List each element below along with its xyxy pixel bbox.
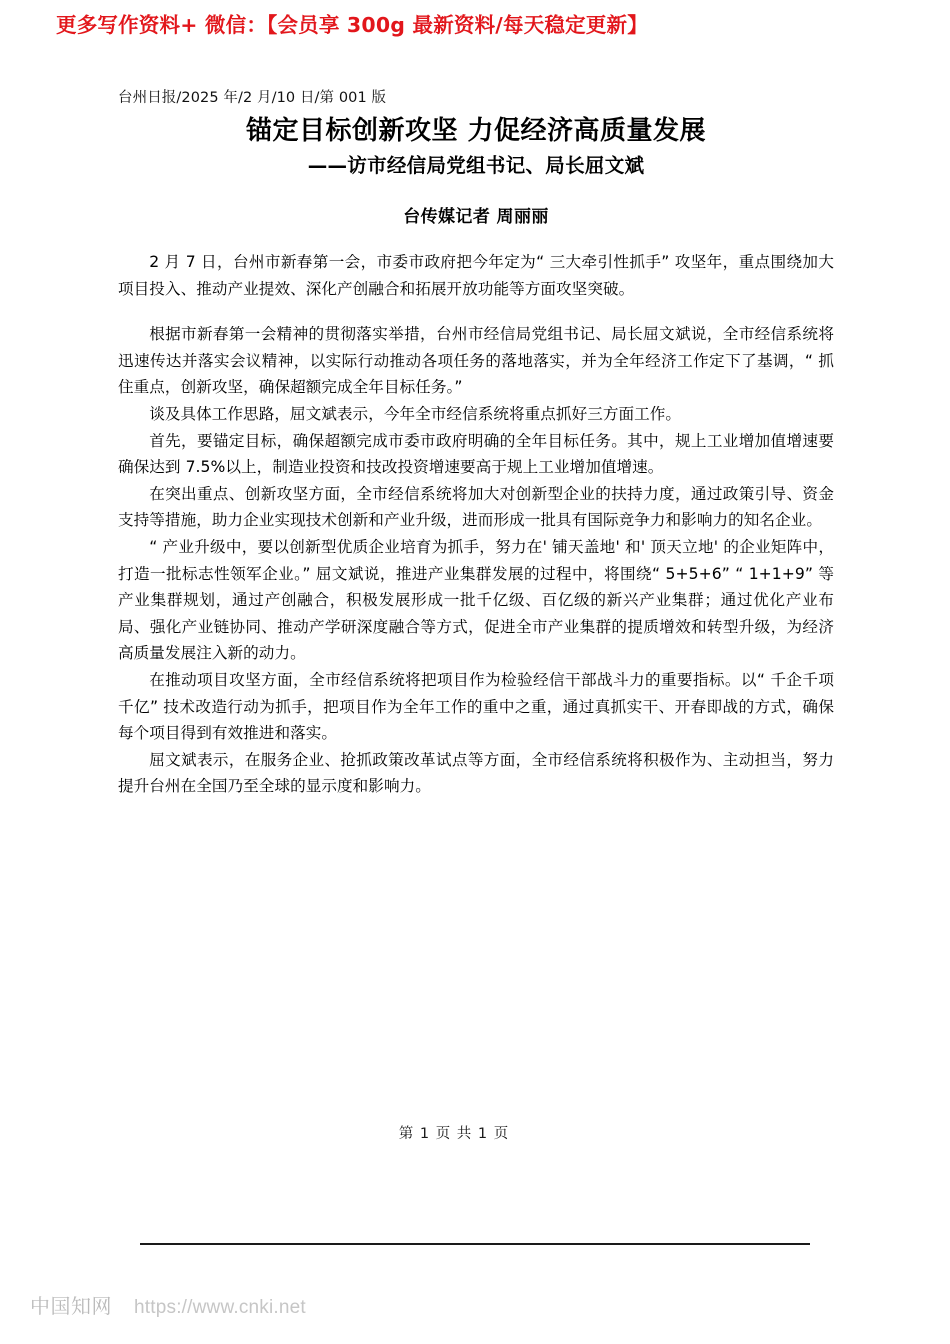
article-paragraph: 屈文斌表示，在服务企业、抢抓政策改革试点等方面，全市经信系统将积极作为、主动担当，努力提升台州在全国乃至全球的显示度和影响力。 [118,750,834,796]
page-number: 第 1 页 共 1 页 [398,1126,510,1142]
source-citation: 台州日报/2025 年/2 月/10 日/第 001 版 [118,90,387,106]
article-paragraph: “ 产业升级中，要以创新型优质企业培育为抓手，努力在' 铺天盖地' 和' 顶天立地' 的企业矩阵中，打造一批标志性领军企业。” 屈文斌说，推进产业集群发展的过程中，将围绕“ 5+5+6” “ 1+1+9” 等产业集群规划，通过产创融合，积极发展形成一批千亿级、百亿级的新兴产业集群；通过优化产业布局、强化产业链协同、推动产学研深度融合等方式，促进全市产业集群的提质增效和转型升级，为经济高质量发展注入新的动力。 [118,538,834,663]
cnki-watermark [30,1290,306,1319]
footer-divider [140,1243,810,1245]
promo-banner [0,12,950,40]
article-paragraph: 在突出重点、创新攻坚方面，全市经信系统将加大对创新型企业的扶持力度，通过政策引导、资金支持等措施，助力企业实现技术创新和产业升级，进而形成一批具有国际竞争力和影响力的知名企业。 [118,484,834,530]
article-paragraph: 谈及具体工作思路，屈文斌表示，今年全市经信系统将重点抓好三方面工作。 [149,405,682,424]
article-paragraph: 2 月 7 日，台州市新春第一会，市委市政府把今年定为“ 三大牵引性抓手” 攻坚年，重点围绕加大项目投入、推动产业提效、深化产创融合和拓展开放功能等方面攻坚突破。 [118,253,834,298]
cnki-brand-label: 中国知网 [30,1294,112,1318]
page-title: 锚定目标创新攻坚 力促经济高质量发展 [245,115,707,146]
promo-banner-text: 更多写作资料+ 微信：【会员享 300g 最新资料/每天稳定更新】 [56,13,648,37]
article-paragraph: 根据市新春第一会精神的贯彻落实举措，台州市经信局党组书记、局长屈文斌说，全市经信系统将迅速传达并落实会议精神，以实际行动推动各项任务的落地落实，并为全年经济工作定下了基调，“ 抓住重点，创新攻坚，确保超额完成全年目标任务。” [118,325,834,397]
cnki-url-label: https://www.cnki.net [134,1297,306,1318]
article-body [118,249,834,800]
byline: 台传媒记者 周丽丽 [403,207,549,228]
article-paragraph: 在推动项目攻坚方面，全市经信系统将把项目作为检验经信干部战斗力的重要指标。以“ 千企千项千亿” 技术改造行动为抓手，把项目作为全年工作的重中之重，通过真抓实干、开春即战的方式，确保每个项目得到有效推进和落实。 [118,671,834,743]
page-subtitle: ——访市经信局党组书记、局长屈文斌 [307,153,645,177]
article-paragraph: 首先，要锚定目标，确保超额完成市委市政府明确的全年目标任务。其中，规上工业增加值增速要确保达到 7.5%以上，制造业投资和技改投资增速要高于规上工业增加值增速。 [118,431,834,477]
document-content [118,88,834,800]
